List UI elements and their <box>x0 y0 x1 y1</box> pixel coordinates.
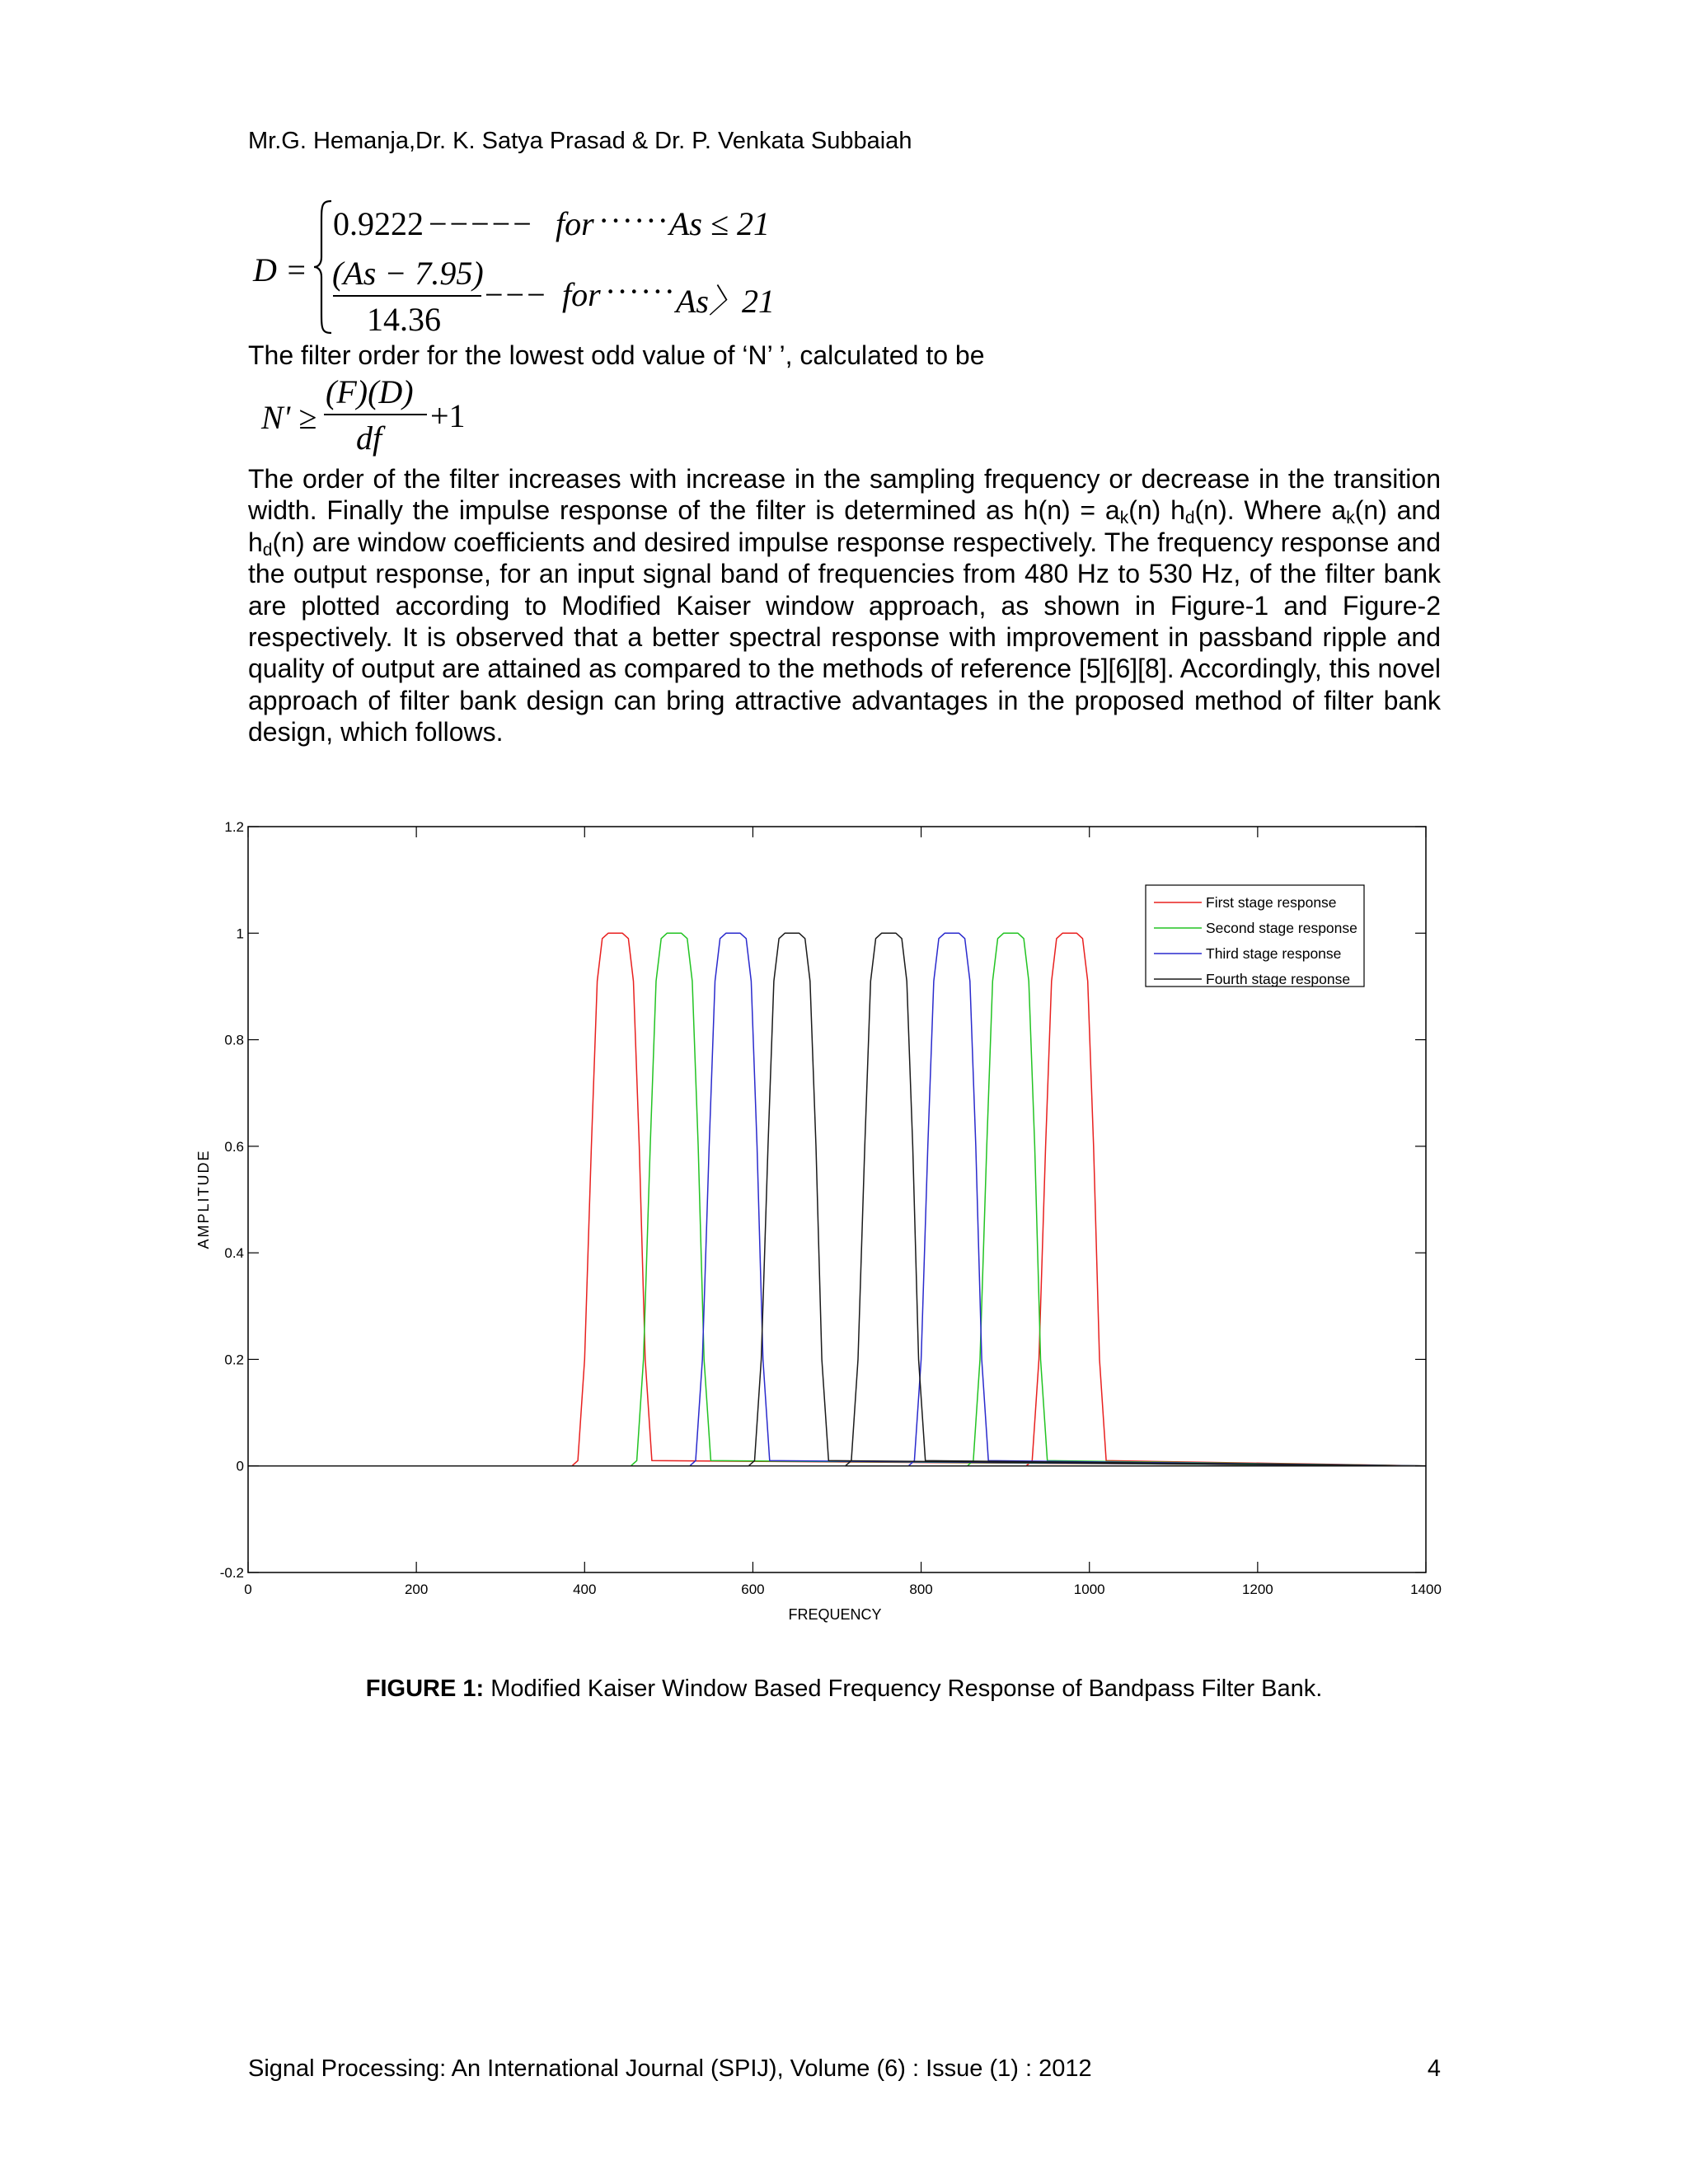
equation-d-row2-condition: As〉21 <box>676 283 775 320</box>
y-tick-label: 0 <box>236 1458 244 1474</box>
x-tick-label: 1400 <box>1410 1582 1442 1597</box>
subscript-d: d <box>262 540 273 560</box>
y-tick-label: 0.4 <box>224 1245 244 1262</box>
body-paragraph <box>248 463 1441 748</box>
x-axis-label: FREQUENCY <box>788 1606 882 1623</box>
legend-entry-label: First stage response <box>1206 894 1337 911</box>
equation-d-row2-numerator: (As − 7.95) <box>332 255 484 292</box>
body-text-part: The order of the filter increases with increase in the sampling frequency or decrease in the transition width. Finally the impulse response of the filter is determined as h(n) = a <box>248 464 1441 526</box>
figure-caption-text: Modified Kaiser Window Based Frequency Response of Bandpass Filter Bank. <box>484 1675 1323 1702</box>
equation-n-numerator: (F)(D) <box>326 373 414 410</box>
x-tick-label: 600 <box>741 1582 765 1597</box>
x-tick-label: 1000 <box>1073 1582 1105 1597</box>
body-text-part: (n). Where a <box>1194 495 1347 526</box>
equation-d-row2-dots: ······ <box>605 273 676 310</box>
figure-caption-label: FIGURE 1: <box>365 1675 485 1702</box>
equation-d-lhs: D = <box>253 251 307 288</box>
equation-d-row2-dashes: −−− <box>485 276 548 313</box>
equation-d-row1-condition: As ≤ 21 <box>669 205 770 242</box>
y-tick-labels <box>220 819 244 1581</box>
footer-page-number: 4 <box>1427 2055 1441 2082</box>
equation-d-row2-for: for <box>562 276 601 313</box>
legend-entry-label: Third stage response <box>1206 945 1342 962</box>
subscript-k: k <box>1119 509 1129 528</box>
frequency-response-chart <box>181 812 1467 1628</box>
equation-n-lhs: N' ≥ <box>261 399 317 436</box>
equation-n-denominator: df <box>356 419 382 457</box>
x-tick-labels <box>244 1582 1442 1597</box>
legend-entry-label: Fourth stage response <box>1206 971 1351 987</box>
x-tick-label: 200 <box>404 1582 429 1597</box>
equation-d-row1-dots: ······ <box>598 202 669 239</box>
equation-d-row1-for: for <box>556 205 594 242</box>
subscript-k: k <box>1346 509 1355 528</box>
x-tick-label: 400 <box>573 1582 597 1597</box>
equation-d-row1-value: 0.9222 <box>333 205 424 242</box>
footer-journal-citation: Signal Processing: An International Journal (SPIJ), Volume (6) : Issue (1) : 2012 <box>248 2055 1092 2082</box>
y-tick-label: -0.2 <box>219 1565 244 1581</box>
equation-n-rhs: +1 <box>430 397 466 434</box>
figure-caption <box>0 1675 1688 1703</box>
y-tick-label: 0.2 <box>224 1352 244 1368</box>
body-text-part: (n) h <box>1128 495 1185 526</box>
subscript-d: d <box>1184 509 1195 528</box>
body-text-part: (n) are window coefficients and desired impulse response respectively. The frequency response and the output response, for an input signal band of frequencies from 480 Hz to 530 Hz, of the filter bank are plotted according to Modified Kaiser window approach, as shown in Figure-1 and Figure-2 respectively. It is observed that a better spectral response with improvement in passband ripple and quality of output are attained as compared to the methods of reference [5][6][8]. Accordingly, this novel approach of filter bank design can bring attractive advantages in the proposed method of filter bank design, which follows. <box>248 527 1441 748</box>
x-tick-label: 800 <box>909 1582 933 1597</box>
y-tick-label: 0.6 <box>224 1138 244 1155</box>
y-tick-label: 0.8 <box>224 1032 244 1048</box>
running-header-authors: Mr.G. Hemanja,Dr. K. Satya Prasad & Dr. P. Venkata Subbaiah <box>248 128 912 154</box>
body-text-part: (n) and h <box>248 495 1442 557</box>
x-tick-label: 0 <box>244 1582 252 1597</box>
equation-d-row2-denominator: 14.36 <box>367 301 441 338</box>
legend-entry-label: Second stage response <box>1206 920 1357 936</box>
y-tick-label: 1.2 <box>224 819 244 835</box>
x-tick-label: 1200 <box>1241 1582 1273 1597</box>
chart-legend <box>1146 885 1364 987</box>
equation-n-fraction-bar <box>324 414 427 415</box>
y-tick-label: 1 <box>236 926 244 942</box>
y-axis-label: AMPLITUDE <box>195 1149 212 1249</box>
filter-order-intro: The filter order for the lowest odd value of ‘N’ ’, calculated to be <box>248 340 985 370</box>
equation-d-row1-dashes: −−−−− <box>429 205 534 242</box>
equation-d-fraction-bar <box>333 295 481 297</box>
frequency-response-figure <box>181 812 1467 1632</box>
